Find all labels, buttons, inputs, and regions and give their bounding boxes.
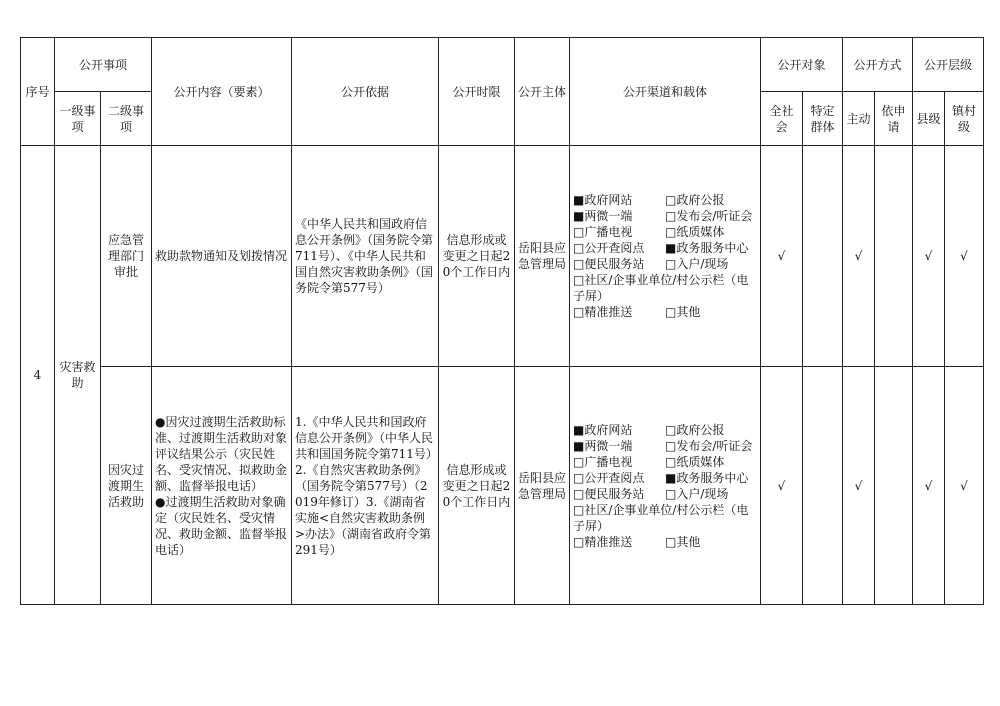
check-method-apply [875, 367, 913, 605]
check-target-all: √ [761, 367, 803, 605]
channel-item: ■政府网站 [573, 193, 633, 207]
row-subject: 岳阳县应急管理局 [515, 146, 570, 367]
row-level2: 因灾过渡期生活救助 [101, 367, 152, 605]
check-method-active: √ [843, 367, 875, 605]
row-time: 信息形成或变更之日起20个工作日内 [439, 367, 515, 605]
header-time: 公开时限 [439, 38, 515, 146]
channel-item: □社区/企事业单位/村公示栏（电子屏） [573, 502, 749, 533]
row-channels [570, 367, 761, 605]
table-row [21, 367, 984, 605]
header-item: 公开事项 [55, 38, 152, 92]
header-level2: 二级事项 [101, 92, 152, 146]
check-layer-county: √ [913, 146, 945, 367]
header-row-1 [21, 38, 984, 92]
channel-item: □便民服务站 [573, 257, 645, 271]
check-target-group [803, 367, 843, 605]
channel-item: □公开查阅点 [573, 470, 645, 485]
channel-item: □社区/企事业单位/村公示栏（电子屏） [573, 273, 749, 303]
channel-item: □精准推送 [573, 305, 633, 319]
check-method-apply [875, 146, 913, 367]
channel-list [573, 422, 757, 550]
channel-item: □发布会/听证会 [665, 438, 753, 453]
channel-item: ■政务服务中心 [665, 470, 749, 485]
channel-item: □入户/现场 [665, 486, 729, 501]
header-layer: 公开层级 [913, 38, 984, 92]
row-level1: 灾害救助 [55, 146, 101, 605]
header-layer-county: 县级 [913, 92, 945, 146]
header-level1: 一级事项 [55, 92, 101, 146]
channel-item: □政府公报 [665, 193, 725, 207]
header-seq: 序号 [21, 38, 55, 146]
channel-item: □纸质媒体 [665, 225, 725, 239]
channel-item: □广播电视 [573, 454, 633, 469]
header-target-all: 全社会 [761, 92, 803, 146]
channel-item: □便民服务站 [573, 486, 645, 501]
channel-item: □政府公报 [665, 422, 725, 437]
header-subject: 公开主体 [515, 38, 570, 146]
check-target-all: √ [761, 146, 803, 367]
channel-list [573, 192, 757, 320]
check-method-active: √ [843, 146, 875, 367]
channel-item: □其他 [665, 534, 701, 549]
check-layer-town: √ [945, 367, 984, 605]
row-content [152, 367, 292, 605]
header-method-apply: 依申请 [875, 92, 913, 146]
row-basis: 1.《中华人民共和国政府信息公开条例》（中华人民共和国国务院令第711号）2.《自然灾害救助条例》（国务院令第577号）（2019年修订）3.《湖南省实施<自然灾害救助条例>办法》（湖南省政府令第291号） [292, 367, 439, 605]
channel-item: □其他 [665, 305, 701, 319]
header-channel: 公开渠道和载体 [570, 38, 761, 146]
row-seq: 4 [21, 146, 55, 605]
check-layer-town: √ [945, 146, 984, 367]
header-content: 公开内容（要素） [152, 38, 292, 146]
check-target-group [803, 146, 843, 367]
content-item: 救助款物通知及划拨情况 [155, 249, 288, 263]
channel-item: ■政府网站 [573, 422, 633, 437]
channel-item: □广播电视 [573, 225, 633, 239]
channel-item: □公开查阅点 [573, 241, 645, 255]
header-target: 公开对象 [761, 38, 843, 92]
row-level2: 应急管理部门审批 [101, 146, 152, 367]
header-basis: 公开依据 [292, 38, 439, 146]
row-subject: 岳阳县应急管理局 [515, 367, 570, 605]
disclosure-table [20, 37, 984, 605]
row-channels [570, 146, 761, 367]
header-method: 公开方式 [843, 38, 913, 92]
row-basis: 《中华人民共和国政府信息公开条例》（国务院令第711号）、《中华人民共和国自然灾害救助条例》（国务院令第577号） [292, 146, 439, 367]
check-layer-county: √ [913, 367, 945, 605]
row-content [152, 146, 292, 367]
content-item: ●过渡期生活救助对象确定（灾民姓名、受灾情况、救助金额、监督举报电话） [155, 494, 288, 557]
content-item: ●因灾过渡期生活救助标准、过渡期生活救助对象评议结果公示（灾民姓名、受灾情况、拟救助金额、监督举报电话） [155, 414, 288, 493]
channel-item: ■政务服务中心 [665, 241, 749, 255]
channel-item: □纸质媒体 [665, 454, 725, 469]
channel-item: □精准推送 [573, 534, 633, 549]
row-time: 信息形成或变更之日起20个工作日内 [439, 146, 515, 367]
channel-item: ■两微一端 [573, 438, 633, 453]
table-row [21, 146, 984, 367]
channel-item: ■两微一端 [573, 209, 633, 223]
header-layer-town: 镇村级 [945, 92, 984, 146]
channel-item: □入户/现场 [665, 257, 729, 271]
header-target-group: 特定群体 [803, 92, 843, 146]
header-method-active: 主动 [843, 92, 875, 146]
channel-item: □发布会/听证会 [665, 209, 753, 223]
